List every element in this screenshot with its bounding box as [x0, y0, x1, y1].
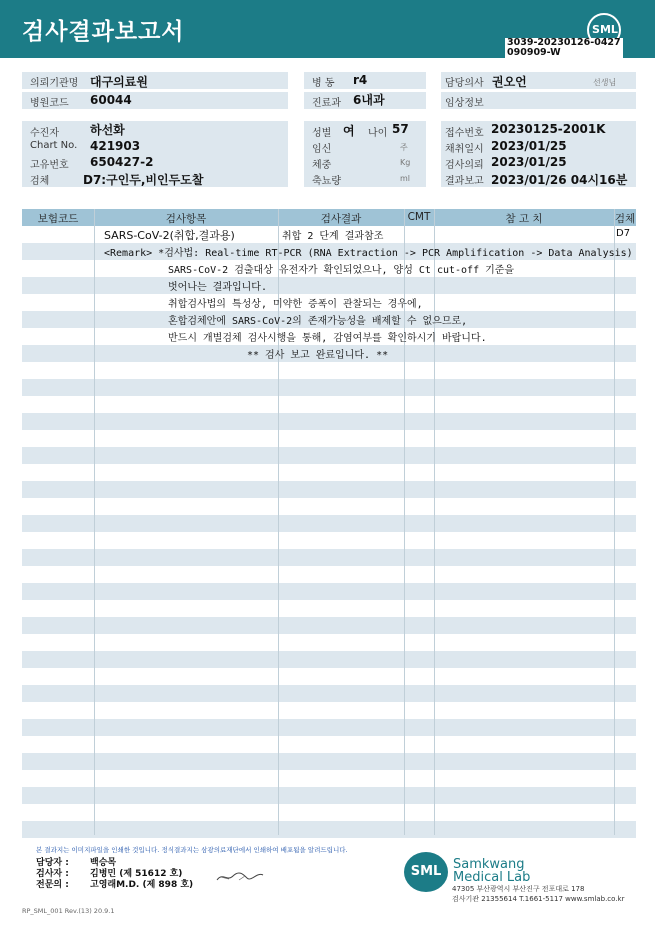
handler-label: 담당자 :	[36, 858, 69, 868]
test-result: 취합 2 단계 결과참조	[282, 231, 384, 242]
sml-logo-text: SML	[592, 23, 618, 36]
patient-label: 수진자	[30, 128, 59, 139]
collected-value: 2023/01/25	[491, 139, 567, 153]
weight-unit: Kg	[400, 158, 411, 167]
weight-label: 체중	[312, 160, 332, 171]
table-stripe	[22, 787, 636, 804]
report-end-note: ** 검사 보고 완료입니다. **	[247, 350, 389, 361]
header-reference: 참 고 치	[505, 213, 543, 225]
table-stripe	[22, 379, 636, 396]
sex-value: 여	[343, 124, 355, 138]
remark-line: 반드시 개별검체 검사시행을 통해, 감염여부를 확인하시기 바랍니다.	[168, 333, 487, 344]
inspector-value: 김병민 (제 51612 호)	[90, 869, 183, 879]
footer-notice: 본 결과지는 이미지파일을 인쇄한 것입니다. 정식결과지는 삼광의료재단에서 인쇄하여 배포됨을 알려드립니다.	[36, 846, 348, 854]
brand-name	[453, 858, 530, 884]
id-value: 650427-2	[90, 155, 154, 169]
form-code: RP_SML_001 Rev.(13) 20.9.1	[22, 907, 115, 915]
hospital-code-label: 병원코드	[30, 98, 69, 109]
table-stripe	[22, 447, 636, 464]
requested-label: 검사의뢰	[445, 160, 484, 171]
specimen-label: 검체	[30, 176, 50, 187]
clinical-label: 임상정보	[445, 98, 484, 109]
doctor-value: 권오언	[492, 75, 527, 89]
header-insurance-code: 보험코드	[37, 213, 79, 225]
test-name: SARS-CoV-2(취합,결과용)	[104, 229, 235, 242]
pregnancy-unit: 주	[400, 143, 408, 152]
specialist-value: 고영래M.D. (제 898 호)	[90, 880, 194, 890]
chart-value: 421903	[90, 139, 141, 153]
doctor-label: 담당의사	[445, 78, 484, 89]
table-stripe	[22, 413, 636, 430]
table-stripe	[22, 719, 636, 736]
pregnancy-label: 임신	[312, 144, 332, 155]
specimen-value: D7:구인두,비인두도찰	[83, 173, 204, 187]
urine-unit: ml	[400, 174, 411, 183]
institution-value: 대구의료원	[90, 75, 148, 89]
table-stripe	[22, 549, 636, 566]
receipt-label: 접수번호	[445, 128, 484, 139]
hospital-code-value: 60044	[90, 93, 132, 107]
signature-icon	[215, 868, 265, 884]
header-specimen: 검체	[614, 213, 636, 225]
handler-value: 백승목	[90, 858, 117, 868]
table-header	[22, 209, 636, 226]
header-test-item: 검사항목	[165, 213, 207, 225]
table-stripe	[22, 821, 636, 838]
table-stripe	[22, 753, 636, 770]
document-id	[505, 38, 623, 58]
specialist-label: 전문의 :	[36, 880, 69, 890]
lab-contact: 검사기관 21355614 T.1661-5117 www.smlab.co.kr	[452, 895, 625, 903]
page-title: 검사결과보고서	[22, 19, 185, 45]
receipt-value: 20230125-2001K	[491, 122, 606, 136]
doctor-suffix: 선생님	[593, 78, 617, 87]
remark-line: SARS-CoV-2 검출대상 유전자가 확인되었으나, 양성 Ct cut-off 기준을	[168, 265, 515, 276]
age-value: 57	[392, 122, 409, 136]
table-stripe	[22, 651, 636, 668]
ward-value: r4	[353, 73, 368, 87]
remark-line: 벗어나는 결과입니다.	[168, 282, 267, 293]
urine-label: 축뇨량	[312, 176, 341, 187]
requested-value: 2023/01/25	[491, 155, 567, 169]
table-stripe	[22, 583, 636, 600]
reported-value: 2023/01/26 04시16분	[491, 173, 628, 187]
patient-value: 하선화	[90, 123, 125, 137]
table-stripe	[22, 481, 636, 498]
id-label: 고유번호	[30, 160, 69, 171]
table-stripe	[22, 515, 636, 532]
age-label: 나이	[368, 128, 388, 139]
column-divider	[94, 209, 95, 835]
collected-label: 채취일시	[445, 144, 484, 155]
table-stripe	[22, 617, 636, 634]
remark-line: 혼합검체안에 SARS-CoV-2의 존재가능성을 배제할 수 없으므로,	[168, 316, 468, 327]
sml-brand-logo-icon	[404, 852, 448, 892]
ward-label: 병 동	[312, 78, 335, 89]
sex-label: 성별	[312, 128, 332, 139]
document-id-line1: 3039-20230126-0427	[507, 37, 621, 48]
inspector-label: 검사자 :	[36, 869, 69, 879]
chart-label: Chart No.	[30, 140, 78, 151]
header-test-result: 검사결과	[320, 213, 362, 225]
column-divider	[614, 209, 615, 835]
brand-name-line1: Samkwang	[453, 857, 525, 872]
department-value: 6내과	[353, 93, 385, 107]
table-stripe	[22, 277, 636, 294]
reported-label: 결과보고	[445, 176, 484, 187]
brand-logo-text: SML	[410, 864, 442, 879]
test-specimen: D7	[616, 228, 631, 239]
header-cmt: CMT	[407, 211, 431, 223]
institution-label: 의뢰기관명	[30, 78, 79, 89]
brand-name-line2: Medical Lab	[453, 870, 531, 885]
column-divider	[434, 209, 435, 835]
remark-line: 취합검사법의 특성상, 미약한 증폭이 관찰되는 경우에,	[168, 299, 423, 310]
lab-address: 47305 부산광역시 부산진구 전포대로 178	[452, 885, 585, 893]
remark-line: <Remark> *검사법: Real-time RT-PCR (RNA Extraction -> PCR Amplification -> Data Analysis)	[104, 248, 633, 259]
document-id-line2: 090909-W	[507, 47, 561, 58]
department-label: 진료과	[312, 98, 341, 109]
table-stripe	[22, 685, 636, 702]
